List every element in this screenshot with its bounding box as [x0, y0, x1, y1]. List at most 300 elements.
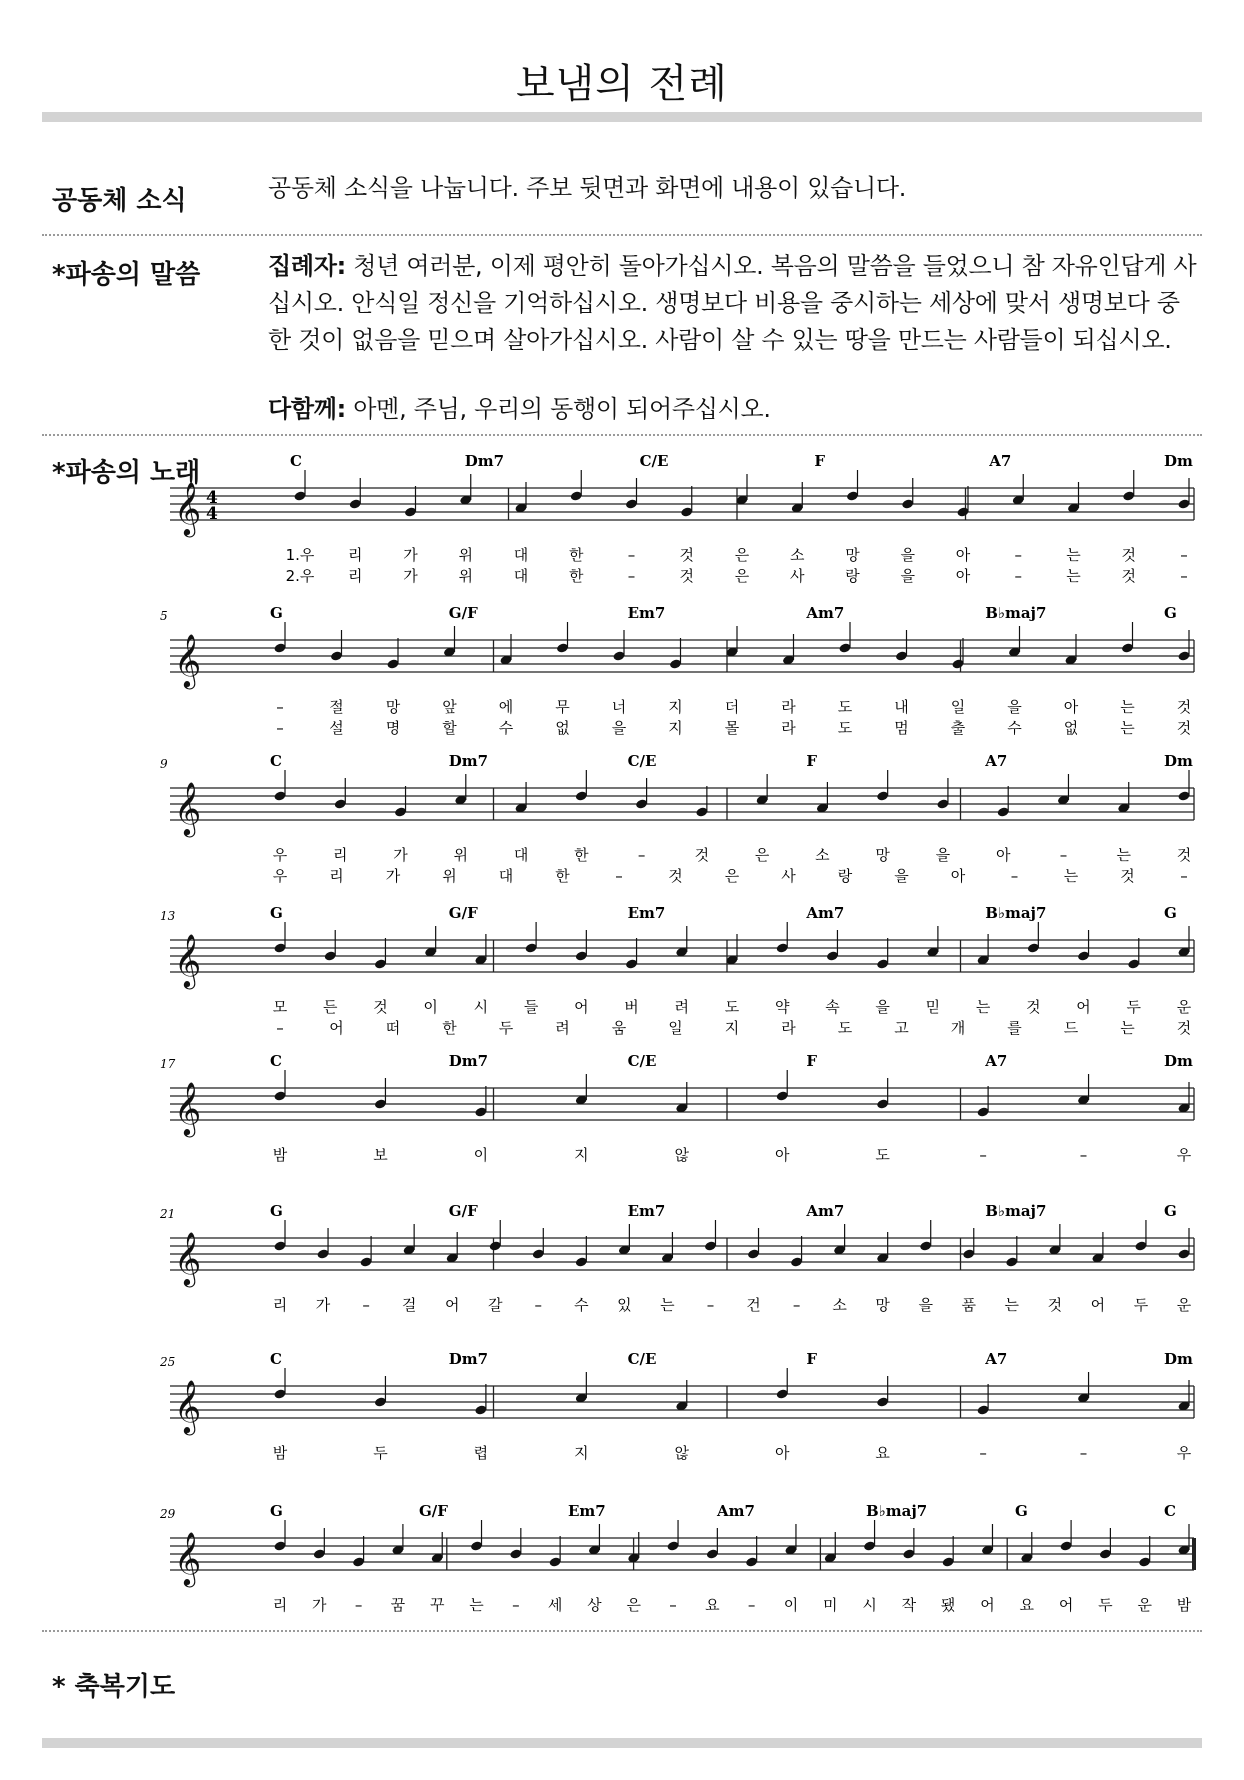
lyric-syllable: 아	[774, 1444, 790, 1462]
lyric-syllable: 아	[950, 867, 966, 885]
lyric-syllable: 는	[469, 1596, 484, 1614]
lyric-syllable: 드	[1063, 1019, 1079, 1037]
lyric-syllable: 소	[832, 1296, 847, 1314]
lyric-syllable: 을	[875, 998, 890, 1016]
lyric-syllable: 것	[373, 998, 388, 1016]
lyric-syllable: 보	[373, 1146, 388, 1164]
lyric-syllable: 리	[348, 567, 363, 585]
lyric-syllable: 한	[442, 1019, 457, 1037]
lyric-syllable: 상	[587, 1596, 602, 1614]
chord-symbol: Am7	[806, 904, 845, 922]
chord-symbol: Dm7	[448, 1350, 489, 1368]
lyric-syllable: 것	[694, 846, 710, 864]
lyric-syllable: 도	[837, 1019, 853, 1037]
lyric-syllable: –	[1014, 567, 1022, 585]
lyric-syllable: 어	[329, 1019, 344, 1037]
chord-symbol: C	[270, 752, 282, 770]
treble-clef-icon: 𝄞	[174, 933, 202, 987]
lyric-syllable: 은	[734, 567, 750, 585]
score-staff-svg	[160, 900, 1200, 1050]
lyric-syllable: –	[1014, 546, 1022, 564]
chord-symbol: B♭maj7	[985, 904, 1047, 922]
lyric-syllable: 는	[975, 998, 991, 1016]
lyric-syllable: 운	[1176, 1296, 1192, 1314]
lyric-syllable: 것	[668, 867, 683, 885]
measure-number: 13	[160, 909, 176, 923]
lyric-syllable: 소	[790, 546, 805, 564]
news-label: 공동체 소식	[52, 186, 187, 216]
lyric-syllable: 아	[955, 567, 971, 585]
section-divider	[42, 234, 1202, 236]
score-system	[160, 448, 1200, 598]
treble-clef-icon: 𝄞	[174, 1231, 202, 1285]
measure-number: 9	[160, 757, 168, 771]
lyric-syllable: 이	[783, 1596, 799, 1614]
lyric-syllable: 움	[611, 1019, 627, 1037]
chord-symbol: G	[1164, 1202, 1177, 1220]
lyric-syllable: 한	[569, 546, 584, 564]
lyric-syllable: 내	[894, 698, 909, 716]
section-divider	[42, 434, 1202, 436]
lyric-syllable: 은	[626, 1596, 641, 1614]
chord-symbol: G/F	[419, 1502, 448, 1520]
measure-number: 25	[160, 1355, 176, 1369]
chord-symbol: Dm7	[448, 1052, 489, 1070]
score-system	[160, 748, 1200, 898]
lyric-syllable: 어	[444, 1296, 460, 1314]
lyric-syllable: 든	[322, 998, 338, 1016]
lyric-syllable: –	[1180, 567, 1188, 585]
chord-symbol: G	[1164, 904, 1177, 922]
chord-symbol: G	[1015, 1502, 1028, 1520]
lyric-syllable: 명	[385, 719, 401, 737]
lyric-syllable: 일	[950, 698, 966, 716]
chord-symbol: G/F	[448, 1202, 478, 1220]
lyric-syllable: 고	[894, 1019, 909, 1037]
lyric-syllable: 는	[1066, 567, 1081, 585]
measure-number: 17	[160, 1057, 176, 1071]
lyric-syllable: 은	[724, 867, 740, 885]
lyric-syllable: 두	[1098, 1596, 1113, 1614]
treble-clef-icon: 𝄞	[174, 1531, 202, 1585]
lyric-syllable: 지	[668, 719, 683, 737]
lyric-syllable: –	[1079, 1146, 1088, 1164]
lyric-syllable: 지	[574, 1146, 589, 1164]
lyric-syllable: 위	[458, 546, 473, 564]
lyric-syllable: 소	[815, 846, 830, 864]
chord-symbol: C/E	[627, 1052, 657, 1070]
lyric-syllable: 한	[569, 567, 584, 585]
lyric-syllable: 무	[555, 698, 570, 716]
lyric-syllable: 망	[385, 698, 401, 716]
lyric-syllable: 아	[955, 546, 971, 564]
treble-clef-icon: 𝄞	[174, 1081, 202, 1135]
chord-symbol: Dm7	[448, 752, 489, 770]
lyric-syllable: 위	[442, 867, 457, 885]
lyric-syllable: –	[669, 1596, 677, 1614]
chord-symbol: Em7	[568, 1502, 606, 1520]
lyric-syllable: 아	[1063, 698, 1079, 716]
lyric-syllable: 두	[1133, 1296, 1149, 1314]
lyric-syllable: 갈	[487, 1296, 503, 1314]
lyric-syllable: 는	[1120, 698, 1135, 716]
lyric-syllable: 일	[668, 1019, 683, 1037]
lyric-syllable: 멈	[894, 719, 909, 737]
score-system	[160, 1498, 1200, 1648]
lyric-syllable: 렵	[473, 1444, 489, 1462]
score-staff-svg	[160, 1346, 1200, 1496]
lyric-syllable: 수	[574, 1296, 589, 1314]
lyric-syllable: 밤	[272, 1146, 288, 1164]
lyric-syllable: –	[276, 698, 284, 716]
score-staff-svg	[160, 448, 1200, 598]
lyric-syllable: 라	[781, 719, 796, 737]
lyric-syllable: 을	[900, 546, 915, 564]
lyric-syllable: 아	[995, 846, 1011, 864]
lyric-syllable: –	[627, 567, 636, 585]
lyric-syllable: 밤	[272, 1444, 288, 1462]
lyric-syllable: 출	[950, 719, 966, 737]
lyric-syllable: 대	[513, 846, 529, 864]
all-label: 다함께:	[268, 395, 346, 423]
lyric-syllable: 라	[781, 1019, 796, 1037]
chord-symbol: A7	[989, 452, 1012, 470]
lyric-syllable: 개	[950, 1019, 966, 1037]
lyric-syllable: –	[512, 1596, 520, 1614]
lyric-syllable: 꿈	[390, 1596, 406, 1614]
lyric-syllable: 랑	[837, 867, 853, 885]
lyric-syllable: 있	[617, 1296, 632, 1314]
lyric-syllable: 운	[1137, 1596, 1152, 1614]
chord-symbol: A7	[985, 1052, 1008, 1070]
treble-clef-icon: 𝄞	[174, 781, 202, 835]
lyric-syllable: –	[1079, 1444, 1088, 1462]
lyric-syllable: 것	[679, 567, 694, 585]
lyric-syllable: 도	[837, 698, 853, 716]
score-system	[160, 1346, 1200, 1496]
lyric-syllable: 우	[272, 867, 288, 885]
bottom-divider	[42, 1738, 1202, 1748]
lyric-syllable: 아	[774, 1146, 790, 1164]
lyric-syllable: –	[1059, 846, 1068, 864]
chord-symbol: A7	[985, 1350, 1008, 1368]
lyric-syllable: 리	[333, 846, 348, 864]
lyric-syllable: 것	[1026, 998, 1041, 1016]
lyric-syllable: 을	[894, 867, 909, 885]
chord-symbol: Dm	[1164, 1052, 1193, 1070]
lyric-syllable: 않	[674, 1146, 690, 1164]
lyric-syllable: 가	[385, 867, 401, 885]
measure-number: 29	[160, 1507, 176, 1521]
lyric-syllable: 것	[679, 546, 694, 564]
lyric-syllable: 이	[473, 1146, 489, 1164]
lyric-syllable: 속	[825, 998, 840, 1016]
lyric-syllable: 가	[315, 1296, 331, 1314]
lyric-syllable: 우	[1176, 1146, 1192, 1164]
chord-symbol: Am7	[717, 1502, 755, 1520]
chord-symbol: C	[270, 1052, 282, 1070]
lyric-syllable: 건	[746, 1296, 761, 1314]
lyric-syllable: –	[792, 1296, 801, 1314]
score-system	[160, 1048, 1200, 1198]
lyric-syllable: 어	[1076, 998, 1091, 1016]
score-staff-svg	[160, 1498, 1200, 1648]
lyric-syllable: 요	[705, 1596, 720, 1614]
lyric-syllable: 려	[555, 1019, 570, 1037]
lyric-syllable: 가	[312, 1596, 327, 1614]
lyric-syllable: 사	[790, 567, 805, 585]
lyric-syllable: 위	[453, 846, 469, 864]
lyric-syllable: 수	[498, 719, 514, 737]
lyric-syllable: 절	[329, 698, 344, 716]
lyric-syllable: 세	[547, 1596, 563, 1614]
score-system	[160, 1198, 1200, 1348]
lyric-syllable: 됐	[940, 1596, 956, 1614]
chord-symbol: F	[814, 452, 826, 470]
lyric-syllable: 라	[781, 698, 796, 716]
lyric-syllable: 는	[660, 1296, 675, 1314]
time-signature-bottom: 4	[206, 504, 218, 524]
lyric-syllable: –	[979, 1146, 987, 1164]
lyric-syllable: 것	[1121, 567, 1136, 585]
lyric-syllable: 것	[1176, 846, 1192, 864]
lyric-syllable: 것	[1176, 1019, 1192, 1037]
lyric-syllable: 두	[498, 1019, 514, 1037]
lyric-syllable: 것	[1047, 1296, 1063, 1314]
lyric-syllable: 도	[875, 1146, 890, 1164]
lyric-syllable: 지	[724, 1019, 740, 1037]
lyric-syllable: 는	[1120, 1019, 1135, 1037]
chord-symbol: G	[270, 604, 283, 622]
lyric-syllable: 도	[837, 719, 853, 737]
score-staff-svg	[160, 600, 1200, 750]
lyric-syllable: 몰	[724, 719, 740, 737]
chord-symbol: G/F	[448, 904, 478, 922]
lyric-syllable: –	[354, 1596, 363, 1614]
lyric-syllable: 않	[674, 1444, 690, 1462]
lyric-syllable: 믿	[925, 998, 941, 1016]
chord-symbol: G	[270, 1502, 283, 1520]
measure-number: 21	[160, 1207, 176, 1221]
lyric-syllable: 리	[348, 546, 363, 564]
lyric-syllable: 약	[774, 998, 790, 1016]
title-divider	[42, 112, 1202, 122]
lyric-syllable: 리	[272, 1596, 288, 1614]
lyric-syllable: –	[706, 1296, 715, 1314]
chord-symbol: Dm	[1164, 1350, 1193, 1368]
lyric-syllable: 들	[523, 998, 539, 1016]
chord-symbol: G	[270, 904, 283, 922]
lyric-syllable: 수	[1007, 719, 1022, 737]
section-divider	[42, 1630, 1202, 1632]
lyric-syllable: –	[276, 719, 284, 737]
lyric-syllable: 은	[754, 846, 770, 864]
blessing-label: * 축복기도	[52, 1672, 176, 1702]
measure-number: 5	[160, 609, 168, 623]
lyric-syllable: –	[637, 846, 646, 864]
lyric-syllable: 것	[1121, 546, 1136, 564]
lyric-syllable: 한	[555, 867, 570, 885]
lyric-syllable: 을	[1007, 698, 1022, 716]
lyric-syllable: 을	[935, 846, 951, 864]
treble-clef-icon: 𝄞	[174, 481, 202, 535]
lyric-syllable: 1.우	[285, 546, 315, 564]
lyric-syllable: 것	[1176, 698, 1192, 716]
lyric-syllable: 시	[473, 998, 489, 1016]
lyric-syllable: 는	[1063, 867, 1079, 885]
score-system	[160, 600, 1200, 750]
chord-symbol: Em7	[627, 904, 666, 922]
lyric-syllable: 랑	[845, 567, 860, 585]
page-title: 보냄의 전례	[516, 61, 728, 107]
score-staff-svg	[160, 748, 1200, 898]
lyric-syllable: 려	[674, 998, 690, 1016]
lyric-syllable: 지	[668, 698, 683, 716]
lyric-syllable: 은	[734, 546, 750, 564]
lyric-syllable: 것	[1176, 719, 1192, 737]
lyric-syllable: 두	[1126, 998, 1142, 1016]
lyric-syllable: 작	[901, 1596, 917, 1614]
chord-symbol: B♭maj7	[985, 604, 1047, 622]
lyric-syllable: 2.우	[285, 567, 315, 585]
lyric-syllable: 가	[403, 546, 418, 564]
lyric-syllable: –	[1010, 867, 1019, 885]
chord-symbol: C	[270, 1350, 282, 1368]
lyric-syllable: 할	[442, 719, 457, 737]
lyric-syllable: 설	[329, 719, 344, 737]
lyric-syllable: 밤	[1176, 1596, 1192, 1614]
lyric-syllable: –	[615, 867, 623, 885]
lyric-syllable: 대	[513, 567, 529, 585]
leader-label: 집례자:	[268, 252, 346, 280]
lyric-syllable: 두	[373, 1444, 388, 1462]
lyric-syllable: –	[534, 1296, 543, 1314]
lyric-syllable: 가	[403, 567, 418, 585]
chord-symbol: B♭maj7	[985, 1202, 1047, 1220]
lyric-syllable: –	[276, 1019, 284, 1037]
chord-symbol: F	[806, 752, 818, 770]
lyric-syllable: 없	[1063, 719, 1079, 737]
lyric-syllable: 지	[574, 1444, 589, 1462]
score-staff-svg	[160, 1048, 1200, 1198]
lyric-syllable: –	[627, 546, 636, 564]
chord-symbol: C/E	[627, 1350, 657, 1368]
chord-symbol: Dm	[1164, 452, 1193, 470]
score-system	[160, 900, 1200, 1050]
sending-word-text	[268, 248, 1198, 428]
lyric-syllable: 사	[781, 867, 796, 885]
chord-symbol: Em7	[627, 1202, 666, 1220]
lyric-syllable: 는	[1004, 1296, 1020, 1314]
lyric-syllable: 을	[900, 567, 915, 585]
lyric-syllable: 걸	[401, 1296, 417, 1314]
chord-symbol: C	[1164, 1502, 1176, 1520]
sending-song-label: *파송의 노래	[52, 458, 201, 488]
chord-symbol: C/E	[627, 752, 657, 770]
chord-symbol: C/E	[639, 452, 669, 470]
chord-symbol: Am7	[806, 1202, 845, 1220]
lyric-syllable: 더	[724, 698, 740, 716]
lyric-syllable: 리	[329, 867, 344, 885]
chord-symbol: G	[270, 1202, 283, 1220]
lyric-syllable: –	[1180, 867, 1188, 885]
lyric-syllable: 꾸	[429, 1596, 445, 1614]
chord-symbol: Em7	[627, 604, 666, 622]
lyric-syllable: –	[1180, 546, 1188, 564]
lyric-syllable: –	[362, 1296, 370, 1314]
lyric-syllable: 리	[272, 1296, 288, 1314]
chord-symbol: B♭maj7	[866, 1502, 928, 1520]
lyric-syllable: 을	[918, 1296, 933, 1314]
lyric-syllable: –	[979, 1444, 987, 1462]
treble-clef-icon: 𝄞	[174, 1379, 202, 1433]
lyric-syllable: 어	[1058, 1596, 1074, 1614]
lyric-syllable: 요	[875, 1444, 890, 1462]
chord-symbol: Am7	[806, 604, 845, 622]
lyric-syllable: 에	[498, 698, 514, 716]
lyric-syllable: 대	[513, 546, 529, 564]
lyric-syllable: 는	[1120, 719, 1135, 737]
lyric-syllable: 는	[1116, 846, 1131, 864]
lyric-syllable: 는	[1066, 546, 1081, 564]
lyric-syllable: 요	[1019, 1596, 1035, 1614]
lyric-syllable: 너	[611, 698, 627, 716]
chord-symbol: A7	[985, 752, 1008, 770]
chord-symbol: G/F	[448, 604, 478, 622]
lyric-syllable: 이	[423, 998, 438, 1016]
lyric-syllable: 가	[393, 846, 408, 864]
lyric-syllable: 을	[611, 719, 627, 737]
lyric-syllable: 품	[961, 1296, 977, 1314]
lyric-syllable: 우	[272, 846, 288, 864]
lyric-syllable: 미	[823, 1596, 838, 1614]
lyric-syllable: –	[747, 1596, 756, 1614]
lyric-syllable: 모	[272, 998, 288, 1016]
sending-word-label: *파송의 말씀	[52, 260, 201, 290]
lyric-syllable: 어	[980, 1596, 995, 1614]
lyric-syllable: 떠	[385, 1019, 401, 1037]
chord-symbol: Dm	[1164, 752, 1193, 770]
lyric-syllable: 어	[1090, 1296, 1106, 1314]
chord-symbol: C	[290, 452, 302, 470]
chord-symbol: F	[806, 1052, 818, 1070]
lyric-syllable: 망	[875, 1296, 890, 1314]
lyric-syllable: 버	[624, 998, 639, 1016]
score-staff-svg	[160, 1198, 1200, 1348]
lyric-syllable: 없	[555, 719, 570, 737]
chord-symbol: Dm7	[464, 452, 505, 470]
lyric-syllable: 도	[724, 998, 740, 1016]
lyric-syllable: 망	[845, 546, 860, 564]
all-text: 아멘, 주님, 우리의 동행이 되어주십시오.	[353, 395, 771, 423]
lyric-syllable: 를	[1007, 1019, 1022, 1037]
lyric-syllable: 시	[862, 1596, 877, 1614]
lyric-syllable: 운	[1176, 998, 1192, 1016]
lyric-syllable: 어	[574, 998, 589, 1016]
lyric-syllable: 우	[1176, 1444, 1192, 1462]
leader-text: 청년 여러분, 이제 평안히 돌아가십시오. 복음의 말씀을 들었으니 참 자유인답게 사십시오. 안식일 정신을 기억하십시오. 생명보다 비용을 중시하는 세상에 맞서 생명보다 중한 것이 없음을 믿으며 살아가십시오. 사람이 살 수 있는 땅을 만드는 사람들이 되십시오.	[268, 252, 1197, 354]
treble-clef-icon: 𝄞	[174, 633, 202, 687]
lyric-syllable: 망	[875, 846, 890, 864]
news-text: 공동체 소식을 나눕니다. 주보 뒷면과 화면에 내용이 있습니다.	[268, 174, 907, 202]
time-signature-top: 4	[206, 488, 218, 508]
chord-symbol: G	[1164, 604, 1177, 622]
lyric-syllable: 앞	[442, 698, 457, 716]
lyric-syllable: 한	[574, 846, 589, 864]
chord-symbol: F	[806, 1350, 818, 1368]
lyric-syllable: 대	[498, 867, 514, 885]
lyric-syllable: 것	[1120, 867, 1135, 885]
